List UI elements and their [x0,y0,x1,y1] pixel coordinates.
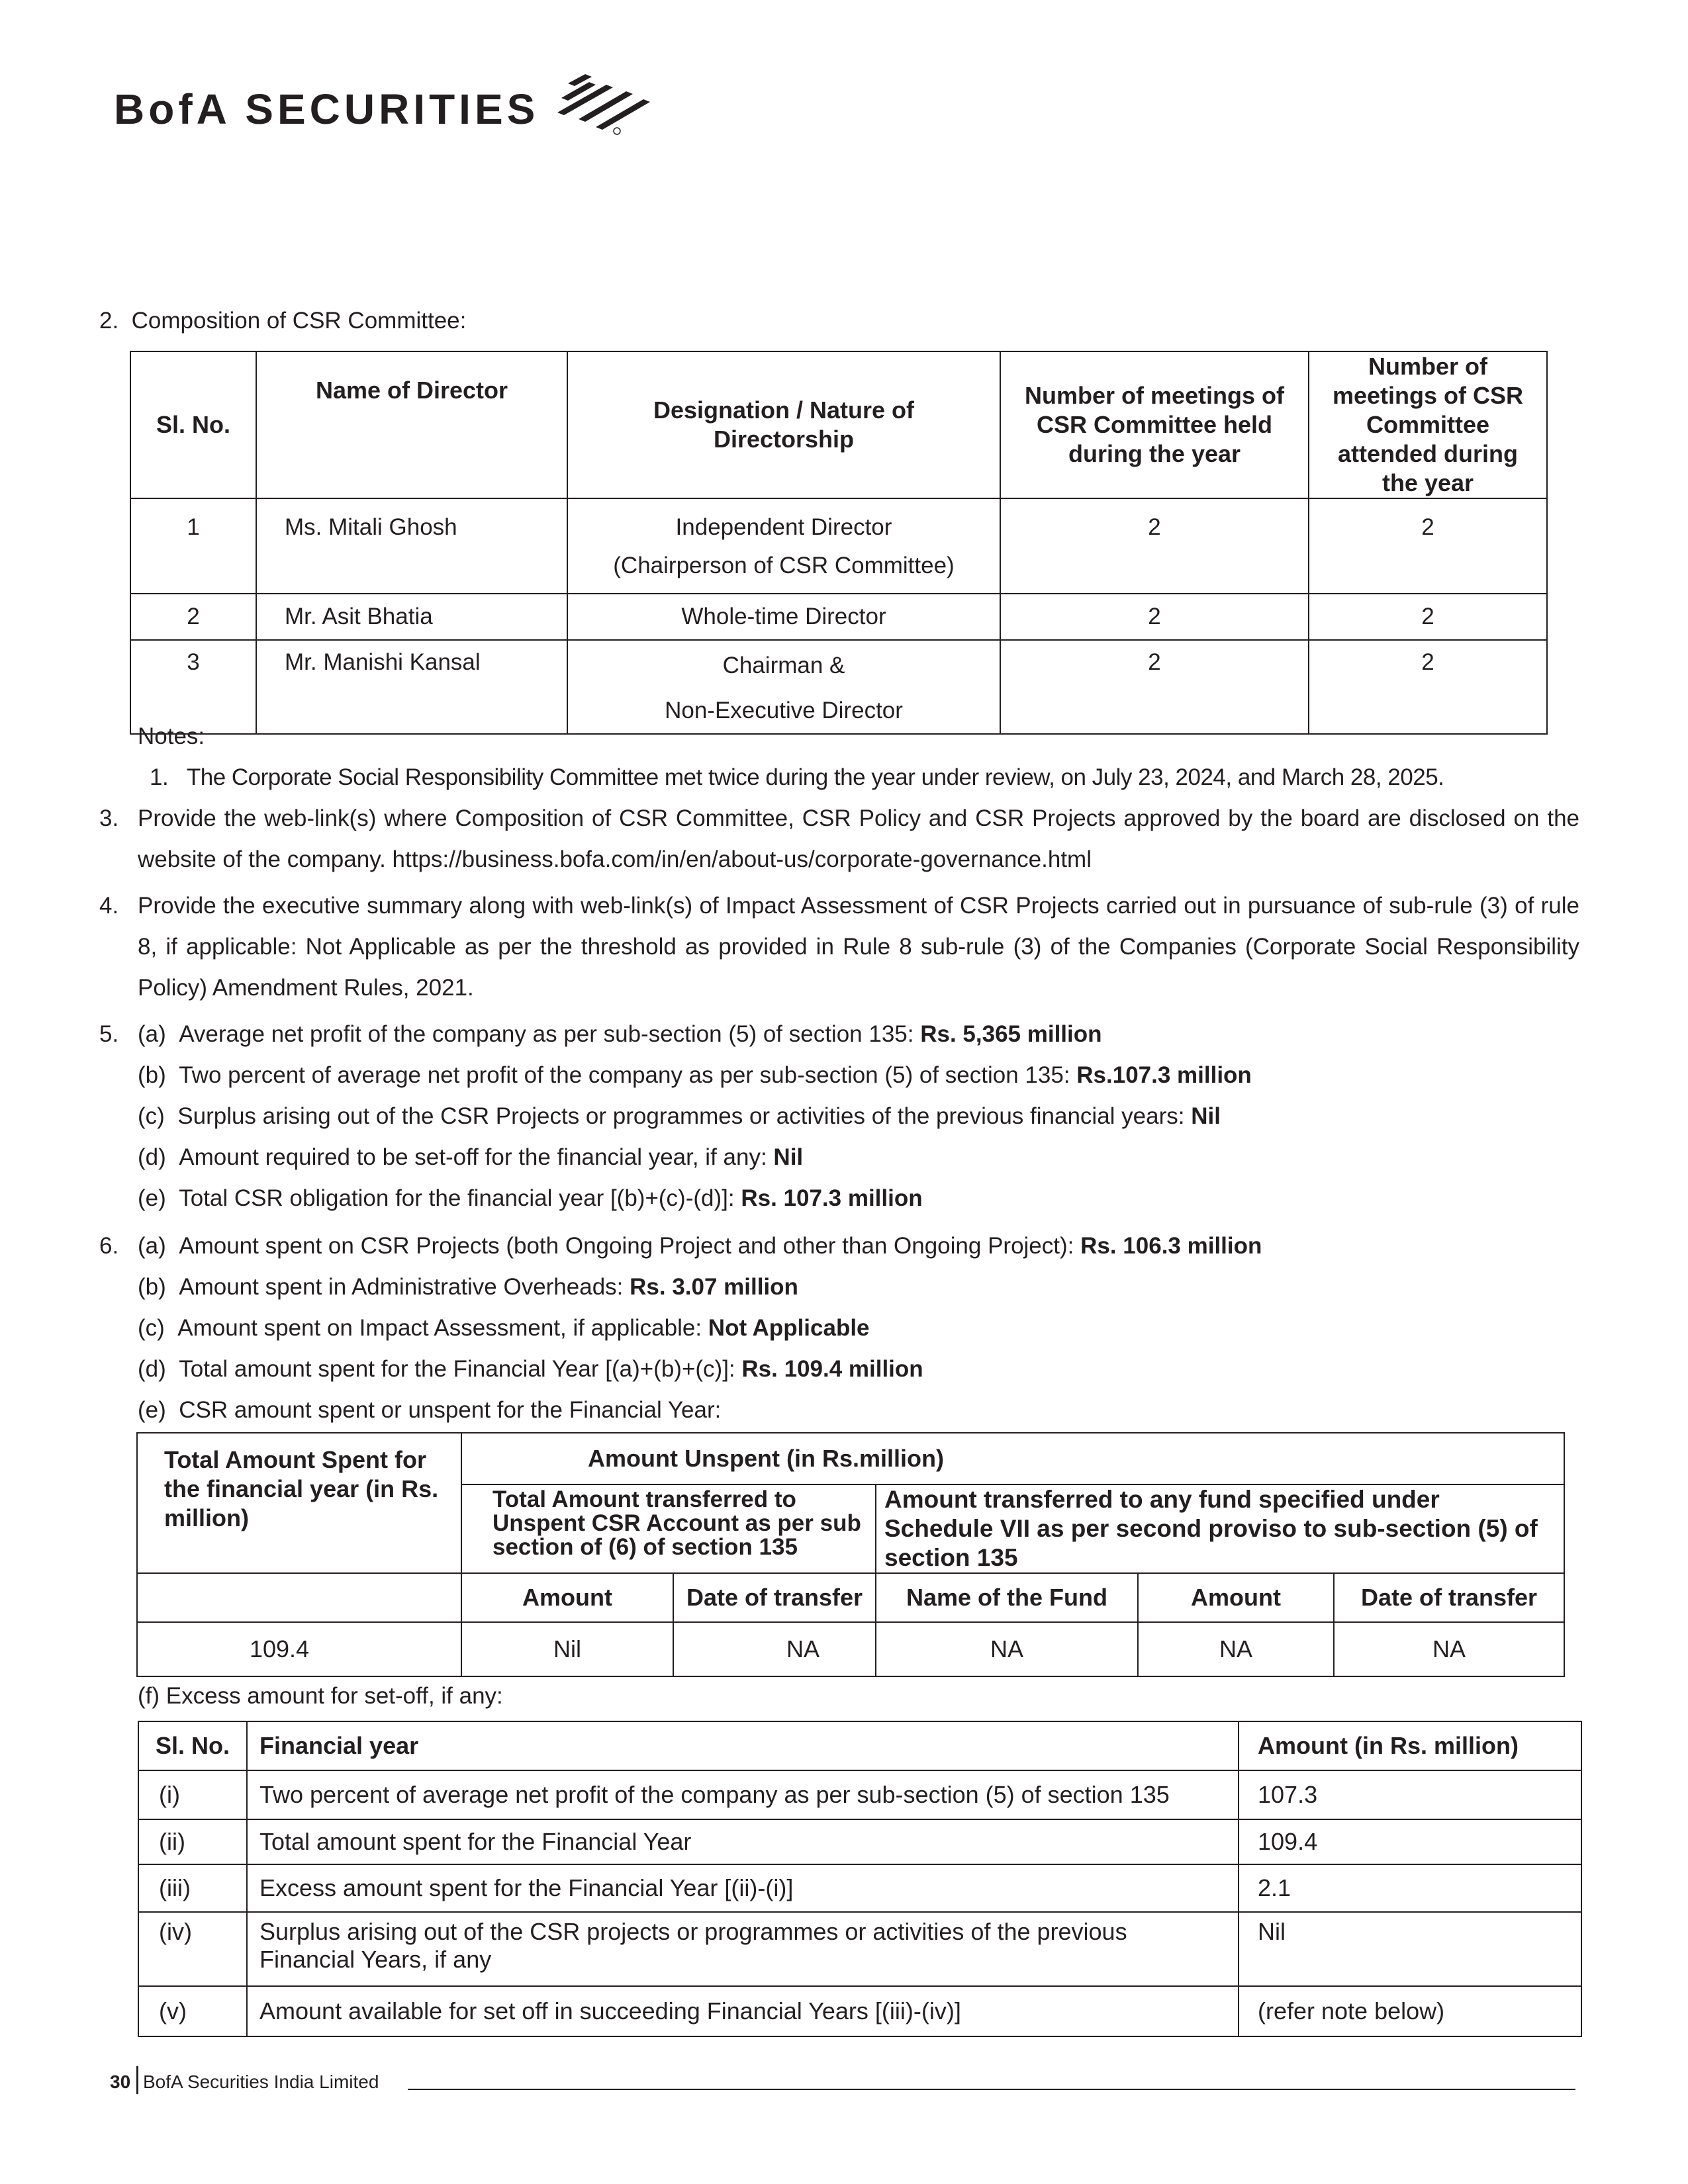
item-label: (d) Total amount spent for the Financial Year [(a)+(b)+(c)]: [138,1356,742,1382]
item-value: Rs. 106.3 million [1080,1233,1262,1259]
cell-sl: (iv) [138,1912,247,1986]
cell-sl: 1 [130,498,256,594]
section-5a [138,1014,1102,1055]
col-header-designation: Designation / Nature of Directorship [567,351,1000,498]
section-6e-label: (e) CSR amount spent or unspent for the Financial Year: [138,1397,722,1423]
section-5-number: 5. [99,1021,119,1047]
col-header-meetings-attended: Number of meetings of CSR Committee attended during the year [1309,351,1547,498]
cell-designation [567,498,1000,594]
header-amount-unspent: Amount Unspent (in Rs.million) [461,1433,1564,1484]
footer-company: BofA Securities India Limited [143,2071,379,2092]
cell-amount: Nil [1239,1912,1581,1986]
designation-line-1: Chairman & [722,653,845,678]
section-2-title: 2. Composition of CSR Committee: [99,308,467,334]
cell-desc: Excess amount spent for the Financial Year [(ii)-(i)] [247,1864,1239,1912]
subheader-name-of-fund: Name of the Fund [876,1573,1138,1622]
section-6a [138,1226,1262,1267]
note-1: 1. The Corporate Social Responsibility Committee met twice during the year under review, on July 23, 2024, and March 28, 2025. [150,764,1444,790]
cell-sl: (i) [138,1770,247,1819]
item-label: (e) Total CSR obligation for the financial year [(b)+(c)-(d)]: [138,1185,741,1211]
cell-name: Mr. Asit Bhatia [256,594,567,640]
designation-line-1: Independent Director [675,514,892,540]
cell-desc: Surplus arising out of the CSR projects or programmes or activities of the previous Financial Years, if any [247,1912,1239,1986]
section-5e [138,1178,923,1219]
footer-divider [136,2066,138,2094]
section-3-text: Provide the web-link(s) where Composition of CSR Committee, CSR Policy and CSR Projects approved by the board are disclosed on the website of the company. https://business.bofa.com/in/en/about-us/corporate-governance.html [138,805,1579,872]
col-header-name: Name of Director [256,351,567,498]
section-6f-label: (f) Excess amount for set-off, if any: [138,1683,503,1709]
table-row [130,498,1547,594]
item-label: (c) Surplus arising out of the CSR Projects or programmes or activities of the previous financial years: [138,1103,1192,1129]
table-row [138,1986,1581,2036]
table-row [137,1622,1564,1676]
cell-attended: 2 [1309,640,1547,734]
cell-total-spent: 109.4 [137,1622,461,1676]
item-value: Rs. 109.4 million [741,1356,923,1382]
table-row [130,640,1547,734]
col-header-amount: Amount (in Rs. million) [1239,1721,1581,1770]
cell-amount: 107.3 [1239,1770,1581,1819]
section-4-number: 4. [99,893,119,919]
item-label: (a) Average net profit of the company as per sub-section (5) of section 135: [138,1021,921,1047]
item-value: Rs.107.3 million [1076,1062,1252,1088]
section-6-number: 6. [99,1233,119,1259]
cell-desc: Two percent of average net profit of the company as per sub-section (5) of section 135 [247,1770,1239,1819]
section-4-text: Provide the executive summary along with web-link(s) of Impact Assessment of CSR Projects carried out in pursuance of sub-rule (3) of rule 8, if applicable: Not Applicable as per the threshold as provided in Rule 8 sub-rule (3) of the Companies (Corporate Social Responsibility Policy) Amendment Rules, 2021. [138,893,1579,1001]
item-label: (d) Amount required to be set-off for the financial year, if any: [138,1144,774,1170]
col-header-financial-year: Financial year [247,1721,1239,1770]
section-5b [138,1055,1252,1096]
cell-designation: Whole-time Director [567,594,1000,640]
cell-amount: Nil [461,1622,673,1676]
table-row [138,1864,1581,1912]
table-row [130,594,1547,640]
cell-held: 2 [1000,498,1309,594]
item-label: (b) Two percent of average net profit of the company as per sub-section (5) of section 135: [138,1062,1077,1088]
item-value: Rs. 107.3 million [741,1185,923,1211]
designation-line-2: (Chairperson of CSR Committee) [613,553,955,578]
section-5d [138,1137,803,1178]
designation-line-2: Non-Executive Director [665,698,903,723]
section-6b [138,1267,798,1308]
cell-desc: Amount available for set off in succeeding Financial Years [(iii)-(iv)] [247,1986,1239,2036]
page-number: 30 [110,2071,131,2092]
subheader-fund-amount: Amount [1138,1573,1334,1622]
header-transferred-unspent-account: Total Amount transferred to Unspent CSR Account as per sub section of (6) of section 135 [461,1484,876,1573]
cell-held: 2 [1000,640,1309,734]
item-value: Rs. 5,365 million [920,1021,1102,1047]
cell-date: NA [673,1622,876,1676]
cell-fund-date: NA [1334,1622,1564,1676]
item-value: Nil [1191,1103,1221,1129]
subheader-fund-date-of-transfer: Date of transfer [1334,1573,1564,1622]
subheader-date-of-transfer: Date of transfer [673,1573,876,1622]
section-5c [138,1096,1221,1137]
item-value: Not Applicable [708,1315,870,1341]
cell-fund-amount: NA [1138,1622,1334,1676]
empty-header-cell [137,1573,461,1622]
header-total-amount-spent: Total Amount Spent for the financial year (in Rs. million) [137,1433,461,1573]
header-transferred-fund: Amount transferred to any fund specified under Schedule VII as per second proviso to sub-section (5) of section 135 [876,1484,1564,1573]
cell-attended: 2 [1309,498,1547,594]
company-logo-text: BofA SECURITIES [114,85,539,133]
table-row [138,1770,1581,1819]
footer-rule [408,2089,1575,2090]
col-header-meetings-held: Number of meetings of CSR Committee held during the year [1000,351,1309,498]
cell-held: 2 [1000,594,1309,640]
csr-spent-unspent-table [136,1432,1565,1677]
section-3-number: 3. [99,805,119,831]
flag-logo-icon [548,71,661,138]
item-label: (a) Amount spent on CSR Projects (both Ongoing Project and other than Ongoing Project): [138,1233,1081,1259]
csr-committee-table [130,351,1548,735]
notes-label: Notes: [138,723,205,749]
item-value: Rs. 3.07 million [630,1274,798,1300]
cell-amount: (refer note below) [1239,1986,1581,2036]
cell-attended: 2 [1309,594,1547,640]
cell-amount: 109.4 [1239,1819,1581,1864]
cell-sl: 3 [130,640,256,734]
cell-designation [567,640,1000,734]
cell-name: Mr. Manishi Kansal [256,640,567,734]
cell-sl: (iii) [138,1864,247,1912]
item-label: (b) Amount spent in Administrative Overheads: [138,1274,630,1300]
cell-sl: (ii) [138,1819,247,1864]
excess-setoff-table [138,1721,1582,2037]
item-label: (c) Amount spent on Impact Assessment, if applicable: [138,1315,708,1341]
cell-name: Ms. Mitali Ghosh [256,498,567,594]
item-value: Nil [773,1144,804,1170]
section-6d [138,1349,923,1390]
cell-sl: 2 [130,594,256,640]
cell-sl: (v) [138,1986,247,2036]
col-header-sl-no: Sl. No. [130,351,256,498]
table-row [138,1819,1581,1864]
cell-desc: Total amount spent for the Financial Year [247,1819,1239,1864]
col-header-sl-no: Sl. No. [138,1721,247,1770]
section-6c [138,1308,870,1349]
cell-amount: 2.1 [1239,1864,1581,1912]
table-row [138,1912,1581,1986]
subheader-amount: Amount [461,1573,673,1622]
cell-fund-name: NA [876,1622,1138,1676]
